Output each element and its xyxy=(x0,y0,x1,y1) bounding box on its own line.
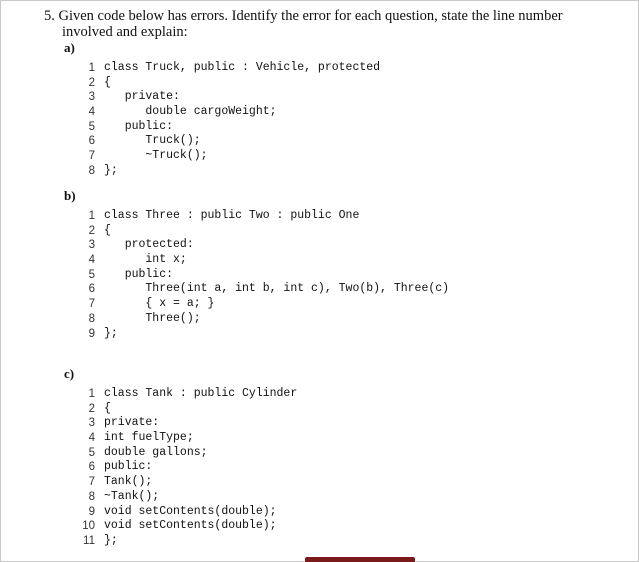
line-number: 3 xyxy=(88,239,95,252)
code-line xyxy=(75,238,449,253)
code-text: double gallons; xyxy=(104,445,208,459)
code-line xyxy=(75,327,449,342)
code-line xyxy=(75,446,297,461)
line-number: 4 xyxy=(88,432,95,445)
line-number: 5 xyxy=(88,268,95,281)
line-number: 4 xyxy=(88,106,95,119)
line-number: 7 xyxy=(88,150,95,163)
code-text: }; xyxy=(104,326,118,340)
code-text: class Three : public Two : public One xyxy=(104,209,360,222)
code-line xyxy=(75,282,449,297)
line-number: 4 xyxy=(88,254,95,267)
line-number: 1 xyxy=(88,210,95,222)
code-text: public: xyxy=(104,119,174,133)
line-number: 2 xyxy=(88,402,95,415)
code-text: double cargoWeight; xyxy=(104,105,277,119)
code-line xyxy=(75,61,380,76)
scroll-indicator xyxy=(305,557,415,562)
line-number: 7 xyxy=(88,476,95,489)
line-number: 6 xyxy=(88,461,95,474)
code-text: protected: xyxy=(104,238,194,252)
line-number: 8 xyxy=(88,490,95,503)
code-text: }; xyxy=(104,163,118,177)
code-line xyxy=(75,120,380,135)
code-line xyxy=(75,387,297,402)
code-text: void setContents(double); xyxy=(104,519,277,533)
code-text: class Tank : public Cylinder xyxy=(104,387,298,400)
code-line xyxy=(75,105,380,120)
code-text: ~Tank(); xyxy=(104,489,160,503)
code-text: Tank(); xyxy=(104,475,153,489)
line-number: 5 xyxy=(88,120,95,133)
line-number: 8 xyxy=(88,164,95,177)
line-number: 11 xyxy=(83,534,95,547)
line-number: 5 xyxy=(88,446,95,459)
line-number: 8 xyxy=(88,312,95,325)
question-text-line-1: 5. Given code below has errors. Identify the error for each question, state the line number xyxy=(44,8,563,24)
code-line xyxy=(75,76,380,91)
line-number: 1 xyxy=(88,388,95,400)
code-text: ~Truck(); xyxy=(104,149,208,163)
line-number: 1 xyxy=(88,62,95,74)
code-line xyxy=(75,519,297,534)
code-text: { xyxy=(104,75,111,89)
code-line xyxy=(75,297,449,312)
code-text: private: xyxy=(104,90,180,104)
code-text: int x; xyxy=(104,253,187,267)
code-line xyxy=(75,431,297,446)
code-line xyxy=(75,268,449,283)
part-label-b: b) xyxy=(64,188,76,203)
code-line xyxy=(75,224,449,239)
code-text: Three(int a, int b, int c), Two(b), Three(c) xyxy=(104,282,450,296)
line-number: 2 xyxy=(88,224,95,237)
code-text: }; xyxy=(104,533,118,547)
code-text: public: xyxy=(104,460,153,474)
code-line xyxy=(75,534,297,549)
line-number: 9 xyxy=(88,505,95,518)
code-block-c xyxy=(75,387,297,549)
code-line xyxy=(75,416,297,431)
code-text: Truck(); xyxy=(104,134,201,148)
code-text: public: xyxy=(104,267,174,281)
line-number: 7 xyxy=(88,298,95,311)
code-line xyxy=(75,460,297,475)
code-line xyxy=(75,490,297,505)
line-number: 6 xyxy=(88,283,95,296)
code-line xyxy=(75,505,297,520)
code-line xyxy=(75,164,380,179)
code-line xyxy=(75,149,380,164)
line-number: 3 xyxy=(88,91,95,104)
code-text: { xyxy=(104,401,111,415)
part-label-c: c) xyxy=(64,366,75,381)
code-block-a xyxy=(75,61,380,179)
code-text: { xyxy=(104,223,111,237)
code-line xyxy=(75,134,380,149)
line-number: 2 xyxy=(88,76,95,89)
line-number: 3 xyxy=(88,417,95,430)
code-block-b xyxy=(75,209,449,341)
code-text: void setContents(double); xyxy=(104,504,277,518)
code-line xyxy=(75,209,449,224)
code-line xyxy=(75,90,380,105)
code-line xyxy=(75,475,297,490)
code-text: Three(); xyxy=(104,311,201,325)
code-line xyxy=(75,253,449,268)
code-text: private: xyxy=(104,416,160,430)
code-text: { x = a; } xyxy=(104,297,215,311)
part-label-a: a) xyxy=(64,40,75,55)
line-number: 9 xyxy=(88,327,95,340)
line-number: 10 xyxy=(82,520,95,533)
question-text-line-2: involved and explain: xyxy=(62,24,188,40)
line-number: 6 xyxy=(88,135,95,148)
code-line xyxy=(75,402,297,417)
code-text: class Truck, public : Vehicle, protected xyxy=(104,61,381,74)
code-line xyxy=(75,312,449,327)
code-text: int fuelType; xyxy=(104,431,194,445)
